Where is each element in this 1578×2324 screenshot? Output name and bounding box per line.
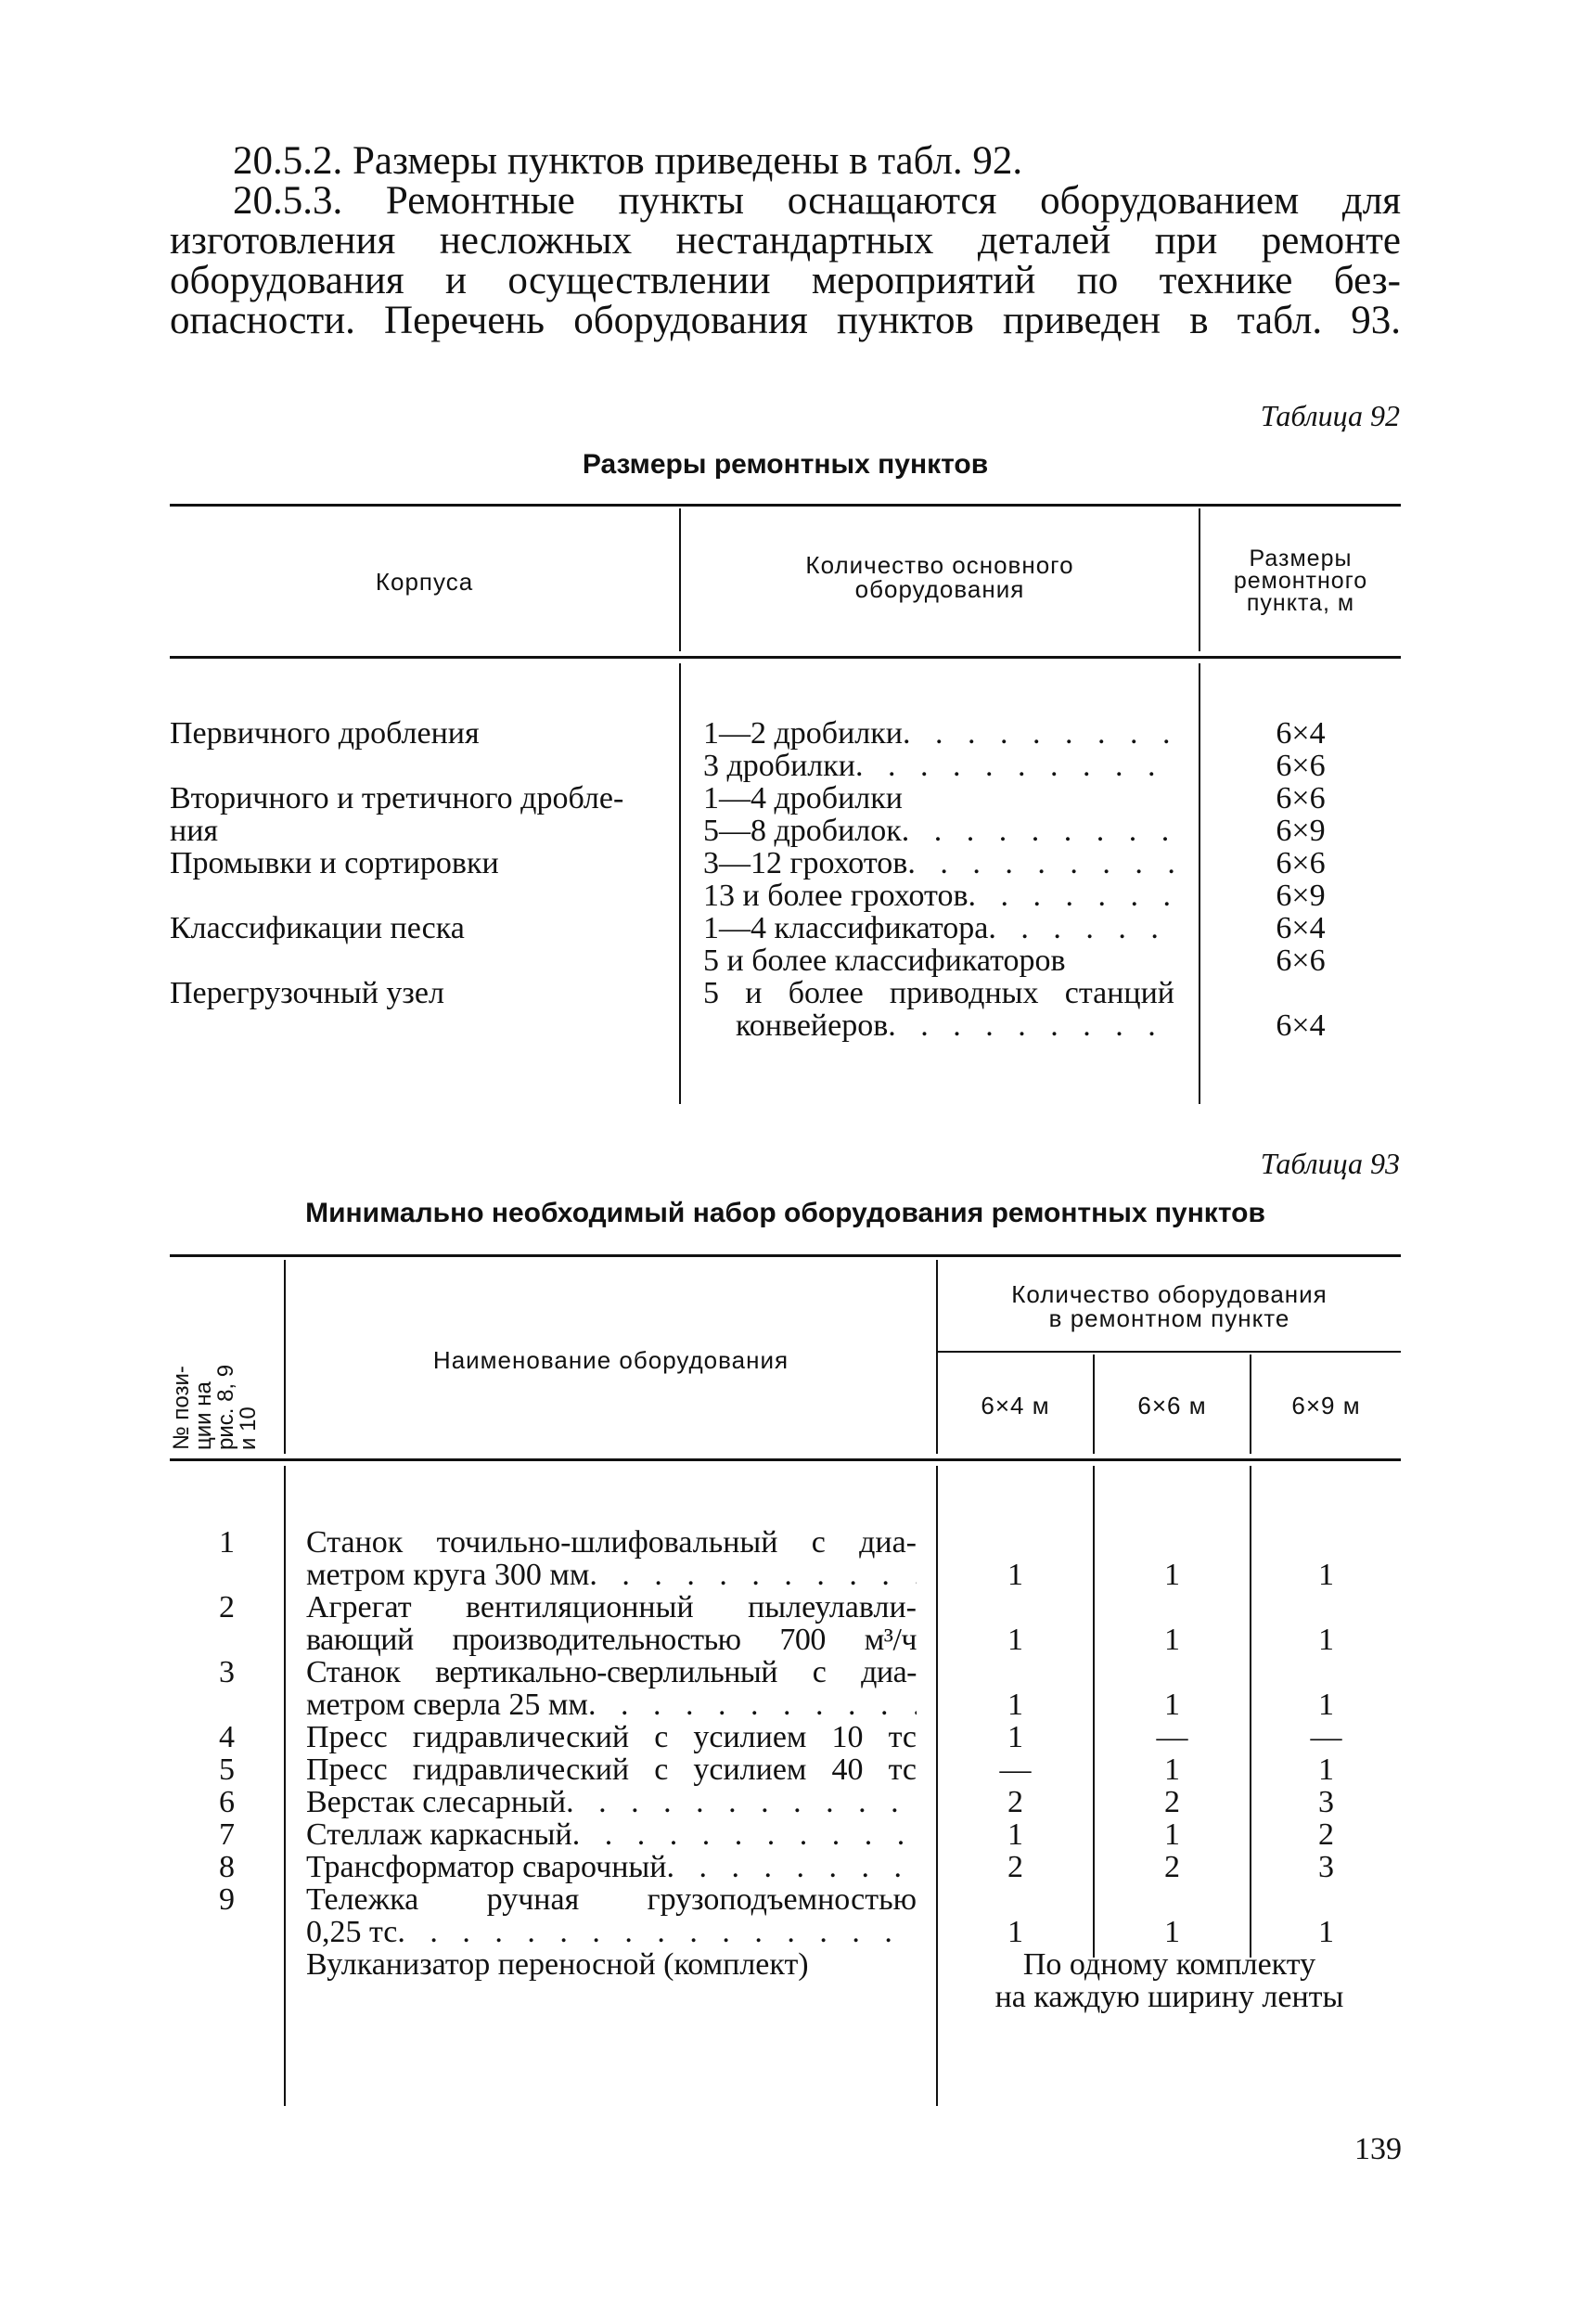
table-92-header-equipment: Количество основного оборудования — [805, 551, 1074, 603]
qty-6x9-cell: 3 — [1318, 1850, 1334, 1884]
table-92-header-size: Размеры ремонтного пункта, м — [1233, 546, 1368, 616]
table-92-title: Размеры ремонтных пунктов — [582, 449, 989, 480]
qty-6x9-cell: 1 — [1318, 1623, 1334, 1657]
equipment-name: Станок точильно-шлифовальный с диа- — [306, 1525, 917, 1560]
corpus-cell: Промывки и сортировки — [170, 846, 499, 880]
equipment-cell: 3 дробилки . . . — [703, 750, 1174, 782]
position-cell: 4 — [219, 1720, 235, 1754]
qty-6x6-cell: 2 — [1164, 1785, 1180, 1819]
size-cell: 6×9 — [1276, 879, 1326, 913]
equipment-name: Станок вертикально-сверлильный с диа- — [306, 1655, 917, 1689]
table-93-header-rule — [170, 1458, 1401, 1461]
position-cell: 1 — [219, 1525, 235, 1560]
size-cell: 6×6 — [1276, 944, 1326, 978]
table-93-qty-rule — [938, 1351, 1401, 1353]
qty-6x9-cell: 1 — [1318, 1915, 1334, 1949]
table-93-header-name: Наименование оборудования — [432, 1346, 789, 1374]
qty-6x4-cell: 1 — [1007, 1817, 1023, 1852]
qty-6x6-cell: 1 — [1164, 1558, 1180, 1592]
qty-6x9-cell: 3 — [1318, 1785, 1334, 1819]
corpus-cell: Первичного дробления — [170, 716, 480, 751]
qty-6x4-cell: 1 — [1007, 1915, 1023, 1949]
table-93-header-6x4: 6×4 м — [981, 1392, 1050, 1419]
table-93-divider — [284, 1466, 286, 2106]
equipment-name: Пресс гидравлический с усилием 40 тс — [306, 1753, 917, 1787]
position-cell: 7 — [219, 1817, 235, 1852]
qty-6x4-cell: — — [999, 1753, 1032, 1787]
table-92-top-rule — [170, 504, 1401, 507]
table-92-header-rule — [170, 656, 1401, 659]
equipment-cell: 5—8 дробилок . . . — [703, 815, 1174, 847]
intro-paragraph-1: 20.5.2. Размеры пунктов приведены в табл. 92. — [233, 139, 1023, 183]
qty-6x6-cell: 1 — [1164, 1817, 1180, 1852]
equipment-name: Агрегат вентиляционный пылеулавли- — [306, 1590, 917, 1624]
table-93-header-6x9: 6×9 м — [1291, 1392, 1361, 1419]
corpus-cell: ния — [170, 814, 219, 848]
qty-6x4-cell: 1 — [1007, 1720, 1023, 1754]
qty-6x9-cell: 2 — [1318, 1817, 1334, 1852]
equipment-cell: конвейеров . . . — [736, 1009, 1174, 1042]
table-92-label: Таблица 92 — [1260, 399, 1400, 432]
position-cell: 9 — [219, 1882, 235, 1917]
equipment-name: Тележка ручная грузоподъемностью — [306, 1882, 917, 1917]
equipment-cell: 5 и более классификаторов — [703, 944, 1066, 978]
equipment-name: метром круга 300 мм . . . — [306, 1559, 917, 1591]
position-cell: 5 — [219, 1753, 235, 1787]
corpus-cell: Перегрузочный узел — [170, 976, 444, 1010]
table-93-title: Минимально необходимый набор оборудования ремонтных пунктов — [305, 1198, 1265, 1228]
intro-line: 20.5.3. Ремонтные пункты оснащаются оборудованием для — [233, 179, 1401, 223]
table-93-header-position: № пози- ции на рис. 8, 9 и 10 — [169, 1364, 261, 1450]
intro-line: опасности. Перечень оборудования пунктов приведен в табл. 93. — [170, 299, 1401, 342]
equipment-name: Трансформатор сварочный . . . — [306, 1851, 917, 1883]
table-92-divider — [679, 663, 681, 1104]
qty-6x6-cell: 1 — [1164, 1753, 1180, 1787]
qty-6x4-cell: 2 — [1007, 1785, 1023, 1819]
position-cell: 6 — [219, 1785, 235, 1819]
equipment-name: вающий производительностью 700 м³/ч — [306, 1623, 917, 1657]
equipment-cell: 5 и более приводных станций — [703, 976, 1174, 1010]
size-cell: 6×6 — [1276, 846, 1326, 880]
equipment-name: 0,25 тс . . . — [306, 1916, 917, 1948]
page-number: 139 — [1354, 2132, 1402, 2166]
corpus-cell: Вторичного и третичного дробле- — [170, 781, 624, 815]
table-93-header-6x6: 6×6 м — [1137, 1392, 1207, 1419]
size-cell: 6×4 — [1276, 911, 1326, 945]
vulcanizer-note: По одному комплекту — [1022, 1947, 1316, 1982]
equipment-cell: 1—2 дробилки . . . — [703, 717, 1174, 750]
table-93-top-rule — [170, 1254, 1401, 1257]
equipment-cell: 1—4 дробилки — [703, 781, 903, 815]
size-cell: 6×4 — [1276, 1008, 1326, 1043]
table-93-label: Таблица 93 — [1260, 1147, 1400, 1180]
qty-6x9-cell: — — [1310, 1720, 1342, 1754]
intro-line: изготовления несложных нестандартных деталей при ремонте — [170, 219, 1401, 263]
qty-6x4-cell: 1 — [1007, 1688, 1023, 1722]
qty-6x6-cell: — — [1156, 1720, 1188, 1754]
qty-6x4-cell: 1 — [1007, 1558, 1023, 1592]
intro-line: оборудования и осуществлении мероприятий по технике без- — [170, 259, 1401, 302]
equipment-cell: 3—12 грохотов . . . — [703, 847, 1174, 880]
corpus-cell: Классификации песка — [170, 911, 465, 945]
qty-6x4-cell: 1 — [1007, 1623, 1023, 1657]
qty-6x6-cell: 1 — [1164, 1688, 1180, 1722]
intro-text — [170, 141, 1401, 340]
equipment-cell: 13 и более грохотов . . . — [703, 880, 1174, 912]
size-cell: 6×9 — [1276, 814, 1326, 848]
table-93-header-qty: Количество оборудования в ремонтном пункте — [1011, 1280, 1328, 1332]
qty-6x9-cell: 1 — [1318, 1753, 1334, 1787]
position-cell: 8 — [219, 1850, 235, 1884]
position-cell: 3 — [219, 1655, 235, 1689]
qty-6x9-cell: 1 — [1318, 1688, 1334, 1722]
vulcanizer-note: на каждую ширину ленты — [994, 1980, 1344, 2014]
equipment-name: Пресс гидравлический с усилием 10 тс — [306, 1720, 917, 1754]
qty-6x9-cell: 1 — [1318, 1558, 1334, 1592]
equipment-cell: 1—4 классификатора . . . — [703, 912, 1174, 944]
position-cell: 2 — [219, 1590, 235, 1624]
size-cell: 6×6 — [1276, 749, 1326, 783]
qty-6x4-cell: 2 — [1007, 1850, 1023, 1884]
table-92-header-corpus: Корпуса — [375, 568, 474, 596]
equipment-name: Вулканизатор переносной (комплект) — [306, 1947, 809, 1982]
size-cell: 6×4 — [1276, 716, 1326, 751]
qty-6x6-cell: 1 — [1164, 1623, 1180, 1657]
size-cell: 6×6 — [1276, 781, 1326, 815]
equipment-name: Стеллаж каркасный . . . — [306, 1818, 917, 1851]
qty-6x6-cell: 1 — [1164, 1915, 1180, 1949]
qty-6x6-cell: 2 — [1164, 1850, 1180, 1884]
equipment-name: метром сверла 25 мм . . . — [306, 1688, 917, 1721]
equipment-name: Верстак слесарный . . . — [306, 1786, 917, 1818]
